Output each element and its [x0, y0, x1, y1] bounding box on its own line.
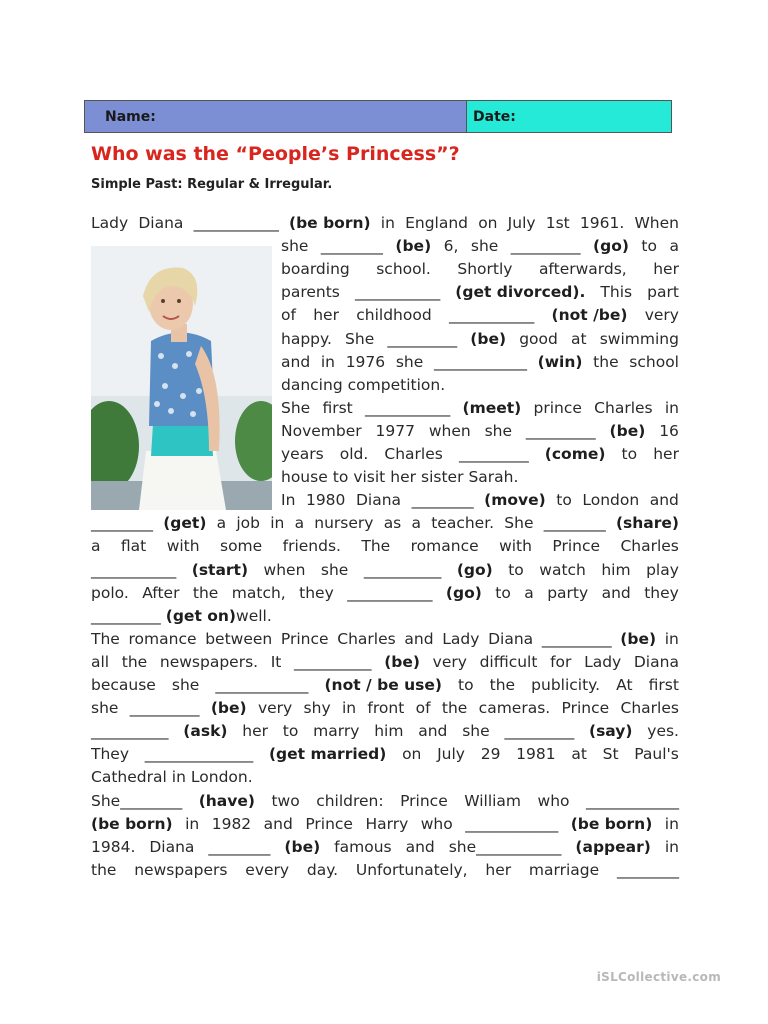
word: Prince [561, 699, 610, 718]
word: years [281, 445, 324, 463]
word: 1982 [211, 814, 252, 833]
princess-photo [91, 246, 272, 510]
answer-blank: ____________ [585, 791, 679, 810]
word: Diana [633, 652, 679, 671]
answer-blank: __________ [294, 652, 372, 671]
text-line [281, 328, 679, 351]
word: and [263, 814, 293, 833]
word: Charles [384, 445, 443, 463]
word: very [644, 306, 679, 325]
text-line [91, 559, 679, 582]
word: to [282, 722, 299, 741]
word: to [495, 583, 511, 602]
word: sister [421, 468, 464, 487]
word: Lady [91, 214, 129, 232]
word: and [405, 837, 435, 856]
word: romance [128, 629, 197, 648]
word: day. [306, 860, 339, 879]
word: The [91, 629, 120, 648]
word: her [653, 260, 679, 279]
word: in [185, 814, 200, 833]
word: 1st [545, 214, 570, 232]
word: house [281, 468, 328, 487]
answer-blank: ___________ [347, 583, 433, 602]
word: to [641, 237, 657, 256]
text-line [281, 304, 679, 327]
answer-blank: ________ [616, 860, 679, 879]
word: childhood [356, 306, 432, 325]
verb-prompt: (go) [456, 560, 493, 579]
word: and [649, 491, 679, 510]
word: After [142, 583, 180, 602]
word: Charles [620, 699, 679, 718]
word: well. [236, 606, 272, 625]
word: newspapers. [159, 652, 259, 671]
word: afterwards, [538, 260, 627, 279]
word: job [236, 514, 260, 533]
word: 1984. [91, 837, 136, 856]
word: in [664, 837, 679, 856]
text-line [91, 512, 679, 535]
word: This [600, 283, 633, 302]
word: Charles [337, 629, 396, 648]
word: in [171, 768, 186, 787]
word: every [245, 860, 290, 879]
word: the [121, 652, 148, 671]
answer-blank: ________ [320, 237, 383, 256]
word: happy. [281, 329, 332, 348]
verb-prompt: (come) [544, 445, 606, 463]
word: part [647, 283, 679, 302]
word: as [383, 514, 402, 533]
verb-prompt: (be) [210, 699, 247, 718]
word: St [602, 745, 619, 764]
worksheet-title: Who was the “People’s Princess”? [91, 143, 460, 165]
word: to [332, 468, 349, 487]
answer-blank: She________ [91, 791, 183, 810]
verb-prompt: (be born) [91, 814, 173, 833]
word: Paul's [634, 745, 679, 764]
word: July [507, 214, 536, 232]
word: and [281, 352, 311, 371]
word: dancing [281, 375, 343, 394]
word: publicity. [531, 676, 601, 694]
word: on [478, 214, 498, 232]
text-line [91, 859, 679, 882]
word: When [634, 214, 679, 232]
word: because [91, 676, 156, 694]
word: prince [533, 398, 582, 417]
name-field[interactable] [85, 101, 467, 132]
word: she [470, 237, 499, 256]
header-bar [84, 100, 672, 133]
answer-blank: she___________ [448, 837, 562, 856]
word: marry [313, 722, 360, 741]
text-line [91, 743, 679, 766]
word: Prince [280, 629, 329, 648]
text-line [91, 674, 679, 697]
word: the [91, 860, 117, 879]
word: and [418, 722, 448, 741]
answer-blank: ___________ [365, 398, 451, 417]
word: her [485, 860, 512, 879]
word: swimming [599, 329, 679, 348]
date-field[interactable] [467, 101, 671, 132]
word: 1961. [579, 214, 625, 232]
word: first [322, 398, 353, 417]
word: first [648, 676, 679, 694]
text-line [281, 466, 679, 489]
word: children: [316, 791, 384, 810]
answer-blank: ________ [91, 514, 153, 533]
word: she [320, 560, 349, 579]
word: at [570, 329, 587, 348]
verb-prompt: (have) [198, 791, 255, 810]
word: the [192, 583, 219, 602]
word: boarding [281, 260, 350, 279]
answer-blank: _________ [129, 699, 200, 718]
word: very [257, 699, 293, 718]
word: they [299, 583, 334, 602]
word: 1976 [345, 352, 386, 371]
verb-prompt: (get divorced). [455, 283, 586, 302]
word: At [616, 676, 633, 694]
word: Lady [584, 652, 622, 671]
word: school [629, 352, 679, 371]
word: friends. [282, 537, 341, 556]
verb-prompt: (share) [615, 514, 679, 533]
word: In [281, 491, 296, 510]
word: some [220, 537, 263, 556]
word: England [405, 214, 469, 232]
word: him [374, 722, 404, 741]
word: The [361, 537, 391, 556]
word: Diana [488, 629, 534, 648]
text-line [281, 420, 679, 443]
word: she [171, 676, 200, 694]
word: who [420, 814, 453, 833]
text-line [91, 535, 679, 558]
word: Unfortunately, [355, 860, 468, 879]
text-line [281, 235, 679, 258]
word: in [664, 814, 679, 833]
word: two [271, 791, 300, 810]
word: 29 [480, 745, 501, 764]
word: party [547, 583, 589, 602]
answer-blank: _________ [541, 629, 612, 648]
word: she [484, 421, 513, 440]
word: of [415, 699, 431, 718]
text-line [281, 489, 679, 512]
text-line [91, 582, 679, 605]
answer-blank: __________ [363, 560, 442, 579]
verb-prompt: (be) [384, 652, 420, 671]
verb-prompt: (not /be) [551, 306, 628, 325]
word: Prince [400, 791, 448, 810]
answer-blank: _________ [525, 421, 596, 440]
text-line [91, 212, 679, 235]
word: between [205, 629, 273, 648]
word: It [270, 652, 282, 671]
word: Lady [442, 629, 480, 648]
word: very [432, 652, 467, 671]
answer-blank: _________ [510, 237, 581, 256]
word: to [508, 560, 524, 579]
word: in [320, 352, 335, 371]
word: a [669, 237, 679, 256]
word: a [524, 583, 534, 602]
princess-photo-illustration [91, 246, 272, 510]
verb-prompt: (go) [593, 237, 629, 256]
word: Cathedral [91, 768, 167, 787]
word: flat [120, 537, 147, 556]
word: difficult [479, 652, 538, 671]
verb-prompt: (get) [163, 514, 207, 533]
text-line [91, 720, 679, 743]
verb-prompt: (start) [191, 560, 249, 579]
word: parents [281, 283, 340, 302]
word: polo. [91, 583, 129, 602]
word: a [411, 514, 421, 533]
verb-prompt: (be) [609, 421, 646, 440]
word: competition. [347, 375, 446, 394]
word: London [582, 491, 640, 510]
worksheet-subtitle: Simple Past: Regular & Irregular. [91, 177, 333, 192]
word: she [462, 722, 490, 741]
word: She [281, 398, 311, 417]
answer-blank: ____________ [433, 352, 527, 371]
verb-prompt: (move) [484, 491, 546, 510]
word: She [504, 514, 534, 533]
word: newspapers [134, 860, 228, 879]
word: Prince [305, 814, 353, 833]
word: They [91, 745, 130, 764]
word: her [653, 445, 679, 463]
text-line [91, 766, 679, 789]
word: match, [231, 583, 286, 602]
word: with [499, 537, 532, 556]
answer-blank: ________ [543, 514, 606, 533]
text-line [91, 836, 679, 859]
word: 6, [443, 237, 459, 256]
word: to [458, 676, 474, 694]
answer-blank: ___________ [193, 214, 279, 232]
word: 16 [659, 421, 679, 440]
word: romance [410, 537, 479, 556]
answer-blank: _________ [458, 445, 529, 463]
answer-blank: ___________ [448, 306, 535, 325]
word: Diana [138, 214, 184, 232]
word: 1980 [305, 491, 346, 510]
text-line [91, 605, 679, 628]
word: him [601, 560, 631, 579]
verb-prompt: (be) [620, 629, 657, 648]
verb-prompt: (ask) [183, 722, 228, 741]
verb-prompt: (get on) [165, 606, 237, 625]
word: the [489, 676, 516, 694]
text-line [91, 697, 679, 720]
answer-blank: ________ [208, 837, 271, 856]
word: visit [353, 468, 386, 487]
word: Charles [620, 537, 679, 556]
word: she [395, 352, 424, 371]
word: of [281, 306, 296, 325]
text-line [281, 397, 679, 420]
word: her [390, 468, 416, 487]
verb-prompt: (be born) [288, 214, 371, 232]
word: when [263, 560, 306, 579]
word: with [166, 537, 200, 556]
answer-blank: _________ [504, 722, 575, 741]
word: London. [190, 768, 253, 787]
word: old. [339, 445, 369, 463]
answer-blank: _________ [387, 329, 458, 348]
text-line [281, 443, 679, 466]
answer-blank: ____________ [465, 814, 559, 833]
word: Sarah. [468, 468, 519, 487]
word: her [242, 722, 268, 741]
word: She [345, 329, 375, 348]
word: Charles [594, 398, 653, 417]
word: in [664, 629, 679, 648]
word: and [404, 629, 434, 648]
answer-blank: _________ [91, 606, 161, 625]
word: famous [334, 837, 392, 856]
text-line [91, 790, 679, 813]
word: 1981 [516, 745, 556, 764]
word: Diana [149, 837, 195, 856]
word: Diana [355, 491, 402, 510]
text-line [281, 281, 679, 304]
word: July [437, 745, 465, 764]
word: cameras. [478, 699, 551, 718]
verb-prompt: (be born) [570, 814, 653, 833]
word: for [550, 652, 572, 671]
answer-blank: ________ [411, 491, 474, 510]
verb-prompt: (be) [284, 837, 321, 856]
word: 1977 [375, 421, 415, 440]
word: marriage [528, 860, 600, 879]
answer-blank: ___________ [91, 560, 177, 579]
verb-prompt: (meet) [462, 398, 522, 417]
word: nursery [314, 514, 374, 533]
verb-prompt: (get married) [268, 745, 387, 764]
word: William [464, 791, 522, 810]
word: she [281, 237, 309, 256]
word: teacher. [431, 514, 495, 533]
word: who [537, 791, 570, 810]
word: Prince [552, 537, 601, 556]
word: a [91, 537, 101, 556]
verb-prompt: (not / be use) [324, 676, 442, 694]
word: they [644, 583, 679, 602]
verb-prompt: (go) [445, 583, 482, 602]
word: Harry [365, 814, 409, 833]
word: the [593, 352, 619, 371]
word: to [621, 445, 638, 463]
text-line [281, 258, 679, 281]
text-line [91, 628, 679, 651]
text-line [91, 651, 679, 674]
word: all [91, 652, 110, 671]
answer-blank: ____________ [215, 676, 309, 694]
verb-prompt: (be) [395, 237, 432, 256]
word: Shortly [457, 260, 513, 279]
word: a [294, 514, 305, 533]
text-line [281, 374, 679, 397]
word: play [646, 560, 679, 579]
verb-prompt: (appear) [575, 837, 651, 856]
word: yes. [647, 722, 679, 741]
name-label: Name: [105, 108, 156, 125]
word: front [367, 699, 405, 718]
word: she [91, 699, 119, 718]
word: her [313, 306, 339, 325]
word: to [556, 491, 572, 510]
answer-blank: ___________ [354, 283, 441, 302]
word: in [270, 514, 285, 533]
word: good [519, 329, 558, 348]
word: in [341, 699, 357, 718]
word: a [216, 514, 227, 533]
answer-blank: __________ [91, 722, 169, 741]
site-watermark: iSLCollective.com [596, 970, 721, 984]
word: in [380, 214, 395, 232]
verb-prompt: (be) [470, 329, 507, 348]
word: in [664, 398, 679, 417]
word: school. [376, 260, 431, 279]
answer-blank: ______________ [144, 745, 254, 764]
word: November [281, 421, 362, 440]
word: when [428, 421, 471, 440]
word: at [571, 745, 587, 764]
date-label: Date: [473, 108, 516, 125]
word: shy [303, 699, 331, 718]
word: the [441, 699, 468, 718]
verb-prompt: (say) [588, 722, 633, 741]
text-line [91, 813, 679, 836]
word: on [402, 745, 422, 764]
word: watch [539, 560, 586, 579]
text-line [281, 351, 679, 374]
word: and [601, 583, 631, 602]
verb-prompt: (win) [537, 352, 583, 371]
